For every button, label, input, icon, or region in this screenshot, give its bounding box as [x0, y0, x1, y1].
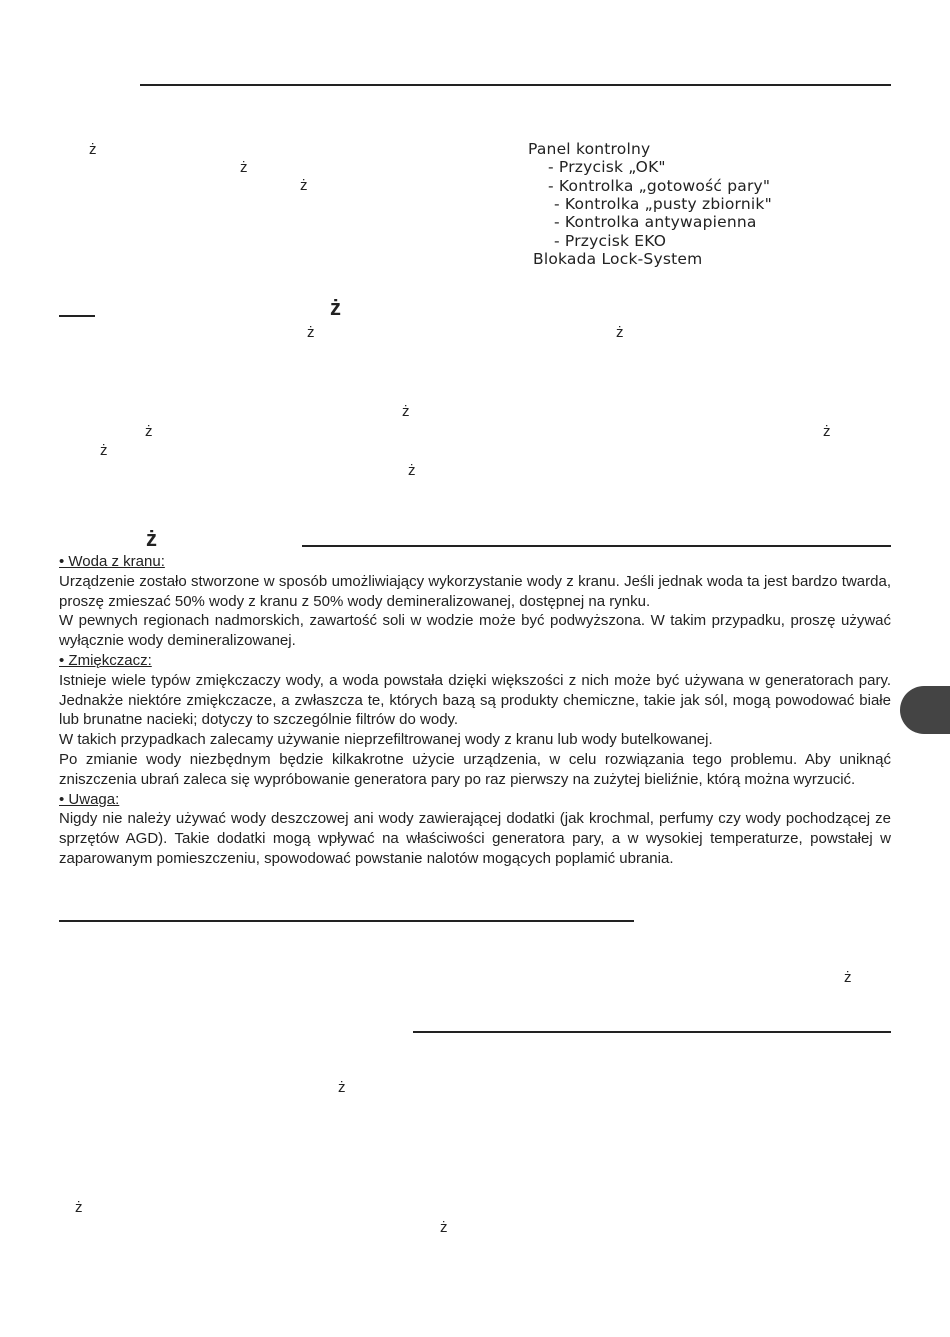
softener-paragraph: W takich przypadkach zalecamy używanie nieprzefiltrowanej wody z kranu lub wody butelkowanej.	[59, 731, 713, 749]
stray-mark: ż	[408, 462, 416, 479]
lower-section-rule	[413, 1031, 891, 1033]
stray-mark: ż	[75, 1199, 83, 1216]
softener-heading	[59, 651, 891, 671]
stray-mark: ż	[89, 141, 97, 158]
stray-mark: ż	[402, 403, 410, 420]
control-panel-item-anti-scale-light: - Kontrolka antywapienna	[554, 213, 757, 231]
control-panel-item-steam-ready-light: - Kontrolka „gotowość pary"	[548, 177, 771, 195]
stray-mark: ż	[823, 423, 831, 440]
tap-water-paragraph: W pewnych regionach nadmorskich, zawartość soli w wodzie może być podwyższona. W takim przypadku, proszę używać wyłącznie wody demineralizowanej.	[59, 612, 891, 650]
softener-paragraph: Istnieje wiele typów zmiękczaczy wody, a woda powstała dzięki większości z nich może być używana w generatorach pary. Jednakże niektóre zmiękczacze, a zwłaszcza te, których bazą są produkty chemiczne, takie jak sól, mogą powodować białe lub brunatne nacieki; dotyczy to szczególnie filtrów do wody.	[59, 671, 891, 729]
top-rule	[140, 84, 891, 86]
stray-mark: ż	[240, 159, 248, 176]
stray-mark: ż	[307, 324, 315, 341]
water-section	[59, 552, 891, 869]
stray-mark: ż	[145, 423, 153, 440]
stray-mark: ż	[844, 969, 852, 986]
stray-mark: ż	[616, 324, 624, 341]
control-panel-title: Panel kontrolny	[528, 140, 651, 158]
stray-heading-mark: ż	[330, 295, 341, 320]
warning-paragraph: Nigdy nie należy używać wody deszczowej ani wody zawierającej dodatki (jak krochmal, perfumy czy wody pochodzącej ze sprzętów AGD). Takie dodatki mogą wpływać na właściwości generatora pary, a w wysokiej temperaturze, powstałej w zaparowanym pomieszczeniu, spowodować powstanie nalotów mogących poplamić ubrania.	[59, 810, 891, 867]
control-panel-item-eco-button: - Przycisk EKO	[554, 232, 667, 250]
tap-water-paragraph: Urządzenie zostało stworzone w sposób umożliwiający wykorzystanie wody z kranu. Jeśli jednak woda ta jest bardzo twarda, proszę zmieszać 50% wody z kranu z 50% wody demineralizowanej, dostępnej na rynku.	[59, 572, 891, 610]
section-underline-short	[59, 315, 95, 317]
stray-mark: ż	[440, 1219, 448, 1236]
warning-label: • Uwaga:	[59, 790, 120, 808]
water-section-rule	[302, 545, 891, 547]
stray-mark: ż	[338, 1079, 346, 1096]
control-panel-item-empty-tank-light: - Kontrolka „pusty zbiornik"	[554, 195, 772, 213]
control-panel-lock-system: Blokada Lock-System	[533, 250, 703, 268]
tap-water-label: • Woda z kranu:	[59, 553, 165, 570]
water-section-end-rule	[59, 920, 634, 922]
softener-paragraph: Po zmianie wody niezbędnym będzie kilkakrotne użycie urządzenia, w celu rozwiązania tego problemu. Aby uniknąć zniszczenia ubrań zaleca się wypróbowanie generatora pary po raz pierwszy na zużytej bieliźnie, którą można wyrzucić.	[59, 750, 891, 788]
language-tab-marker	[900, 686, 950, 734]
tap-water-heading	[59, 552, 891, 572]
stray-heading-mark: ż	[146, 526, 157, 551]
stray-mark: ż	[300, 177, 308, 194]
control-panel-item-ok-button: - Przycisk „OK"	[548, 158, 666, 176]
warning-heading	[59, 790, 891, 810]
softener-label: • Zmiękczacz:	[59, 651, 152, 669]
stray-mark: ż	[100, 442, 108, 459]
